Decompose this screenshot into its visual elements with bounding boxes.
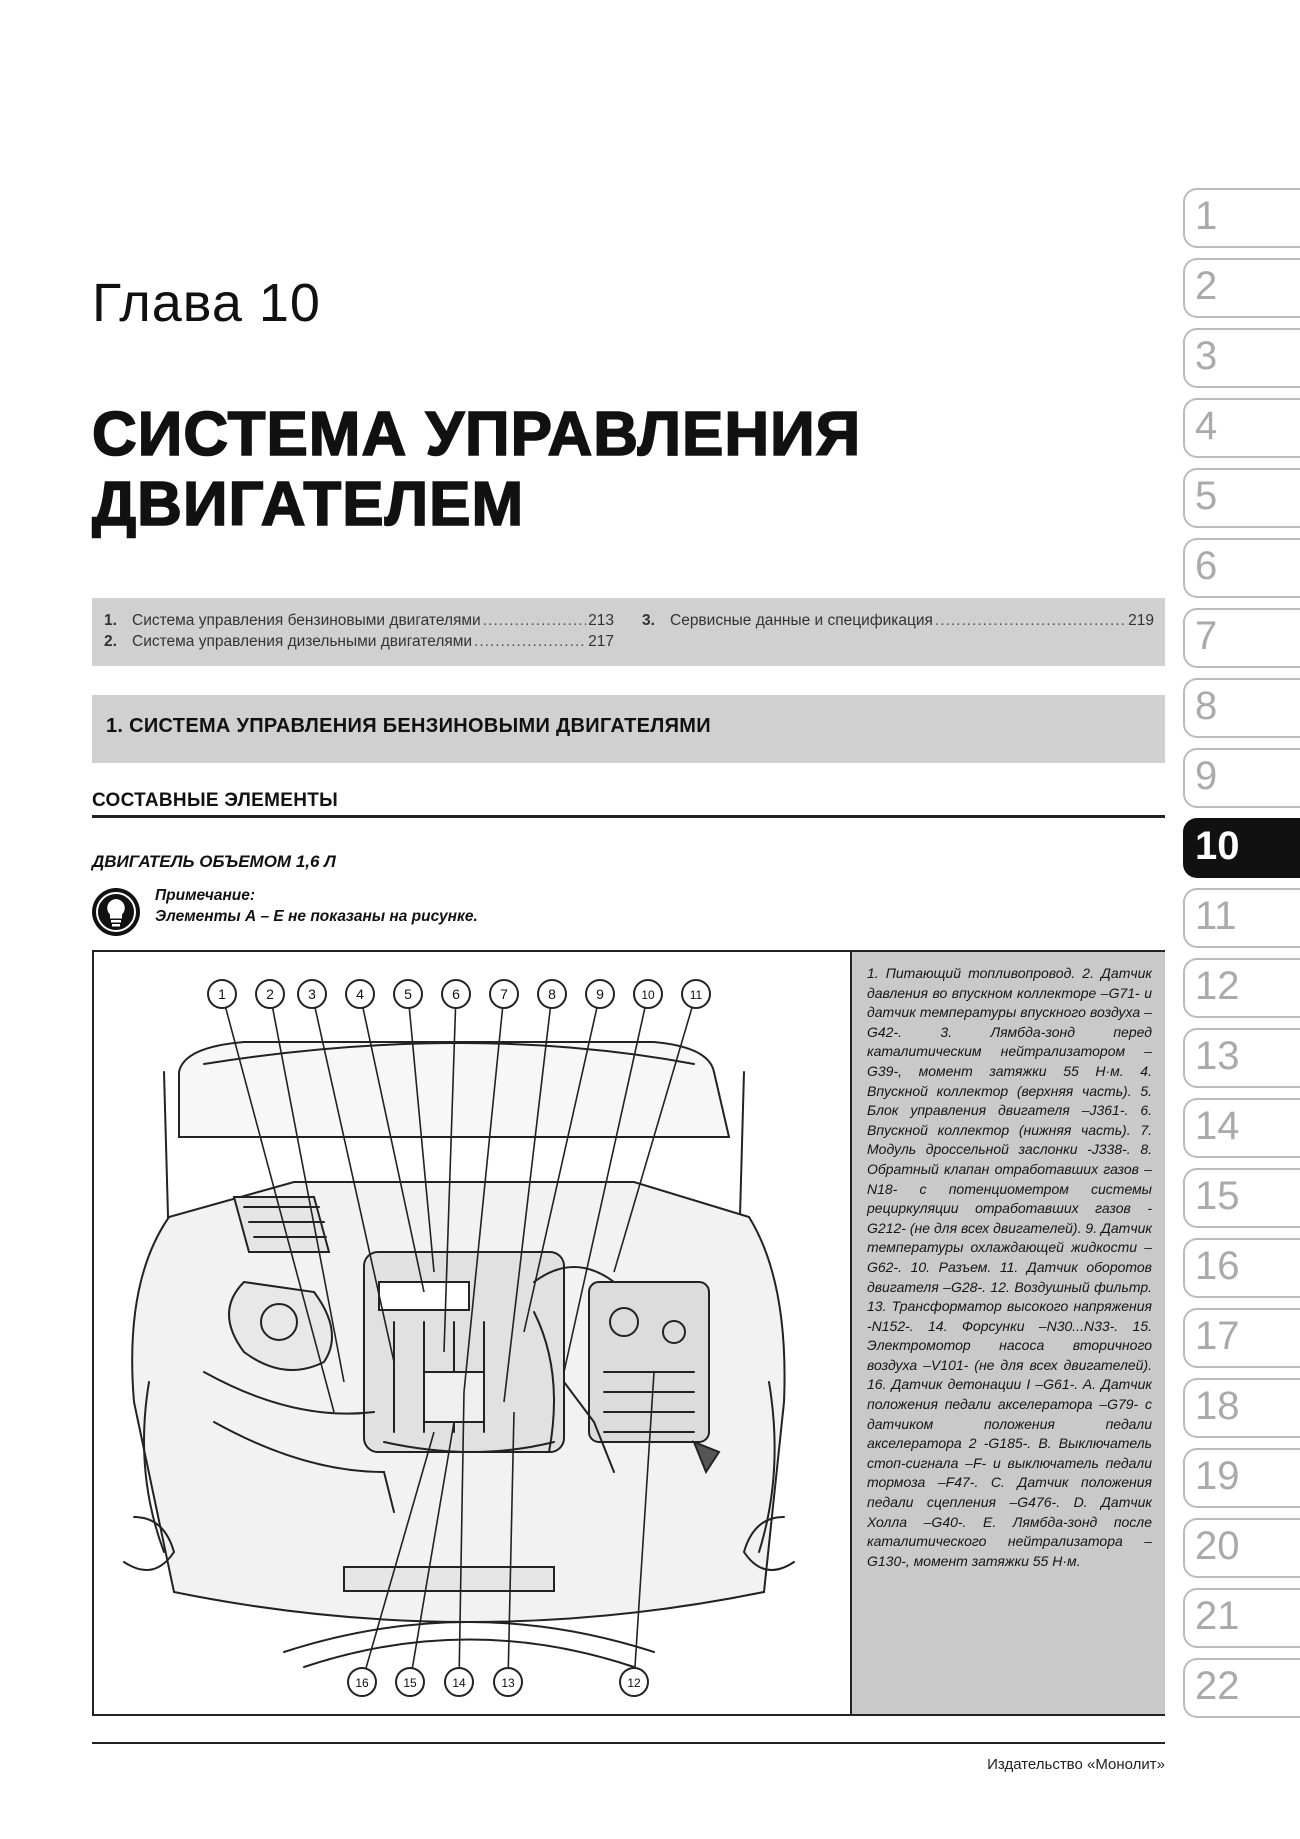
chapter-tab-label: 8 — [1195, 684, 1218, 728]
chapter-tab-label: 4 — [1195, 404, 1218, 448]
engine-diagram — [94, 952, 850, 1714]
toc-item-text: Система управления бензиновыми двигателями — [132, 612, 481, 629]
toc-leader-dots — [483, 610, 586, 631]
callout-number: 6 — [452, 986, 460, 1002]
toc-leader-dots — [474, 631, 586, 652]
chapter-tab-label: 14 — [1195, 1104, 1240, 1148]
toc-item-page: 219 — [1128, 612, 1154, 629]
chapter-tab-21[interactable] — [1183, 1588, 1300, 1648]
callout-number: 9 — [596, 986, 604, 1002]
callout-3 — [298, 980, 326, 1008]
chapter-tab-17[interactable] — [1183, 1308, 1300, 1368]
chapter-tab-20[interactable] — [1183, 1518, 1300, 1578]
toc-item-number: 2. — [104, 633, 117, 650]
chapter-tab-label: 17 — [1195, 1314, 1240, 1358]
chapter-tab-label: 9 — [1195, 754, 1218, 798]
chapter-tab-label: 3 — [1195, 334, 1218, 378]
chapter-tab-label: 21 — [1195, 1594, 1240, 1638]
table-of-contents — [92, 598, 1165, 666]
callout-number: 4 — [356, 986, 364, 1002]
callout-9 — [586, 980, 614, 1008]
engine-heading: ДВИГАТЕЛЬ ОБЪЕМОМ 1,6 Л — [92, 852, 336, 871]
callout-12 — [620, 1668, 648, 1696]
chapter-tab-15[interactable] — [1183, 1168, 1300, 1228]
chapter-tab-label: 13 — [1195, 1034, 1240, 1078]
toc-item-number: 1. — [104, 612, 117, 629]
callout-number: 15 — [403, 1676, 417, 1690]
callout-7 — [490, 980, 518, 1008]
section-heading-bar — [92, 695, 1165, 763]
chapter-title-line2: ДВИГАТЕЛЕМ — [92, 470, 525, 539]
chapter-tab-7[interactable] — [1183, 608, 1300, 668]
callout-number: 13 — [501, 1676, 515, 1690]
callout-15 — [396, 1668, 424, 1696]
chapter-tab-label: 18 — [1195, 1384, 1240, 1428]
toc-item[interactable] — [104, 610, 614, 631]
chapter-tab-12[interactable] — [1183, 958, 1300, 1018]
callout-13 — [494, 1668, 522, 1696]
callout-number: 8 — [548, 986, 556, 1002]
callout-number: 1 — [218, 986, 226, 1002]
chapter-tab-19[interactable] — [1183, 1448, 1300, 1508]
chapter-tab-3[interactable] — [1183, 328, 1300, 388]
callout-number: 7 — [500, 986, 508, 1002]
callout-number: 5 — [404, 986, 412, 1002]
chapter-tab-14[interactable] — [1183, 1098, 1300, 1158]
chapter-tab-18[interactable] — [1183, 1378, 1300, 1438]
callout-16 — [348, 1668, 376, 1696]
footer-rule — [92, 1742, 1165, 1744]
chapter-tab-16[interactable] — [1183, 1238, 1300, 1298]
chapter-tab-11[interactable] — [1183, 888, 1300, 948]
chapter-tab-label: 11 — [1195, 894, 1237, 938]
chapter-tab-label: 15 — [1195, 1174, 1240, 1218]
toc-item-number: 3. — [642, 612, 655, 629]
chapter-tab-4[interactable] — [1183, 398, 1300, 458]
note-text-block — [155, 885, 478, 927]
chapter-title-line1: СИСТЕМА УПРАВЛЕНИЯ — [92, 400, 862, 469]
chapter-tab-label: 16 — [1195, 1244, 1240, 1288]
callout-10 — [634, 980, 662, 1008]
chapter-tab-label: 22 — [1195, 1664, 1240, 1708]
chapter-tab-5[interactable] — [1183, 468, 1300, 528]
chapter-tab-label: 5 — [1195, 474, 1218, 518]
toc-leader-dots — [935, 610, 1126, 631]
chapter-tab-label: 6 — [1195, 544, 1218, 588]
callout-number: 12 — [627, 1676, 641, 1690]
section-heading: 1. СИСТЕМА УПРАВЛЕНИЯ БЕНЗИНОВЫМИ ДВИГАТЕЛЯМИ — [106, 715, 711, 737]
callout-6 — [442, 980, 470, 1008]
publisher-credit: Издательство «Монолит» — [987, 1756, 1165, 1773]
callout-2 — [256, 980, 284, 1008]
callout-number: 10 — [641, 988, 655, 1002]
toc-column-left — [104, 610, 614, 652]
toc-item-text: Система управления дизельными двигателями — [132, 633, 473, 650]
callout-8 — [538, 980, 566, 1008]
chapter-tabs — [1183, 188, 1300, 1728]
callout-number: 16 — [355, 1676, 369, 1690]
chapter-tab-label: 1 — [1195, 194, 1218, 238]
callout-number: 11 — [689, 988, 703, 1002]
callout-1 — [208, 980, 236, 1008]
figure-box — [92, 950, 1165, 1716]
chapter-tab-1[interactable] — [1183, 188, 1300, 248]
toc-item-page: 217 — [588, 633, 614, 650]
subsection-rule — [92, 815, 1165, 818]
chapter-tab-label: 19 — [1195, 1454, 1240, 1498]
callout-number: 14 — [452, 1676, 466, 1690]
legend-panel: 1. Питающий топливопровод. 2. Датчик давления во впускном коллекторе –G71- и датчик температуры впускного воздуха –G42-. 3. Лямбда-зонд перед каталитическим нейтрализатором –G39-, момент затяжки 55 Н·м. 4. Впускной коллектор (верхняя часть). 5. Блок управления двигателя –J361-. 6. Впускной коллектор (нижняя часть). 7. Модуль дроссельной заслонки -J338-. 8. Обратный клапан отработавших газов –N18- с потенциометром системы рециркуляции отработавших газов -G212- (не для всех двигателей). 9. Датчик температуры охлаждающей жидкости –G62-. 10. Разъем. 11. Датчик оборотов двигателя –G28-. 12. Воздушный фильтр. 13. Трансформатор высокого напряжения -N152-. 14. Форсунки –N30...N33-. 15. Электромотор насоса вторичного воздуха –V101- (не для всех двигателей). 16. Датчик детонации I –G61-. A. Датчик положения педали акселератора –G79- с датчиком положения педали акселератора 2 -G185-. B. Выключатель стоп-сигнала –F- и выключатель педали тормоза –F47-. C. Датчик положения педали сцепления –G476-. D. Датчик Холла –G40-. E. Лямбда-зонд после каталитического нейтрализатора –G130-, момент затяжки 55 Н·м. — [850, 952, 1165, 1714]
chapter-tab-label: 10 — [1195, 824, 1240, 868]
chapter-tab-6[interactable] — [1183, 538, 1300, 598]
chapter-tab-label: 12 — [1195, 964, 1240, 1008]
chapter-tab-label: 2 — [1195, 264, 1218, 308]
chapter-label: Глава 10 — [92, 273, 321, 333]
chapter-tab-8[interactable] — [1183, 678, 1300, 738]
chapter-tab-9[interactable] — [1183, 748, 1300, 808]
chapter-tab-label: 7 — [1195, 614, 1218, 658]
note-body: Элементы А – Е не показаны на рисунке. — [155, 908, 478, 925]
chapter-tab-10[interactable] — [1183, 818, 1300, 878]
callout-4 — [346, 980, 374, 1008]
chapter-title — [92, 400, 861, 540]
toc-column-right — [642, 610, 1154, 631]
callout-number: 2 — [266, 986, 274, 1002]
toc-item-page: 213 — [588, 612, 614, 629]
subsection-heading: СОСТАВНЫЕ ЭЛЕМЕНТЫ — [92, 790, 339, 811]
note-title: Примечание: — [155, 887, 256, 904]
toc-item[interactable] — [104, 631, 614, 652]
callout-14 — [445, 1668, 473, 1696]
callout-5 — [394, 980, 422, 1008]
toc-item[interactable] — [642, 610, 1154, 631]
chapter-tab-label: 20 — [1195, 1524, 1240, 1568]
chapter-tab-22[interactable] — [1183, 1658, 1300, 1718]
callout-11 — [682, 980, 710, 1008]
callout-number: 3 — [308, 986, 316, 1002]
chapter-tab-2[interactable] — [1183, 258, 1300, 318]
toc-item-text: Сервисные данные и спецификация — [670, 612, 933, 629]
note-icon — [92, 888, 140, 936]
chapter-tab-13[interactable] — [1183, 1028, 1300, 1088]
